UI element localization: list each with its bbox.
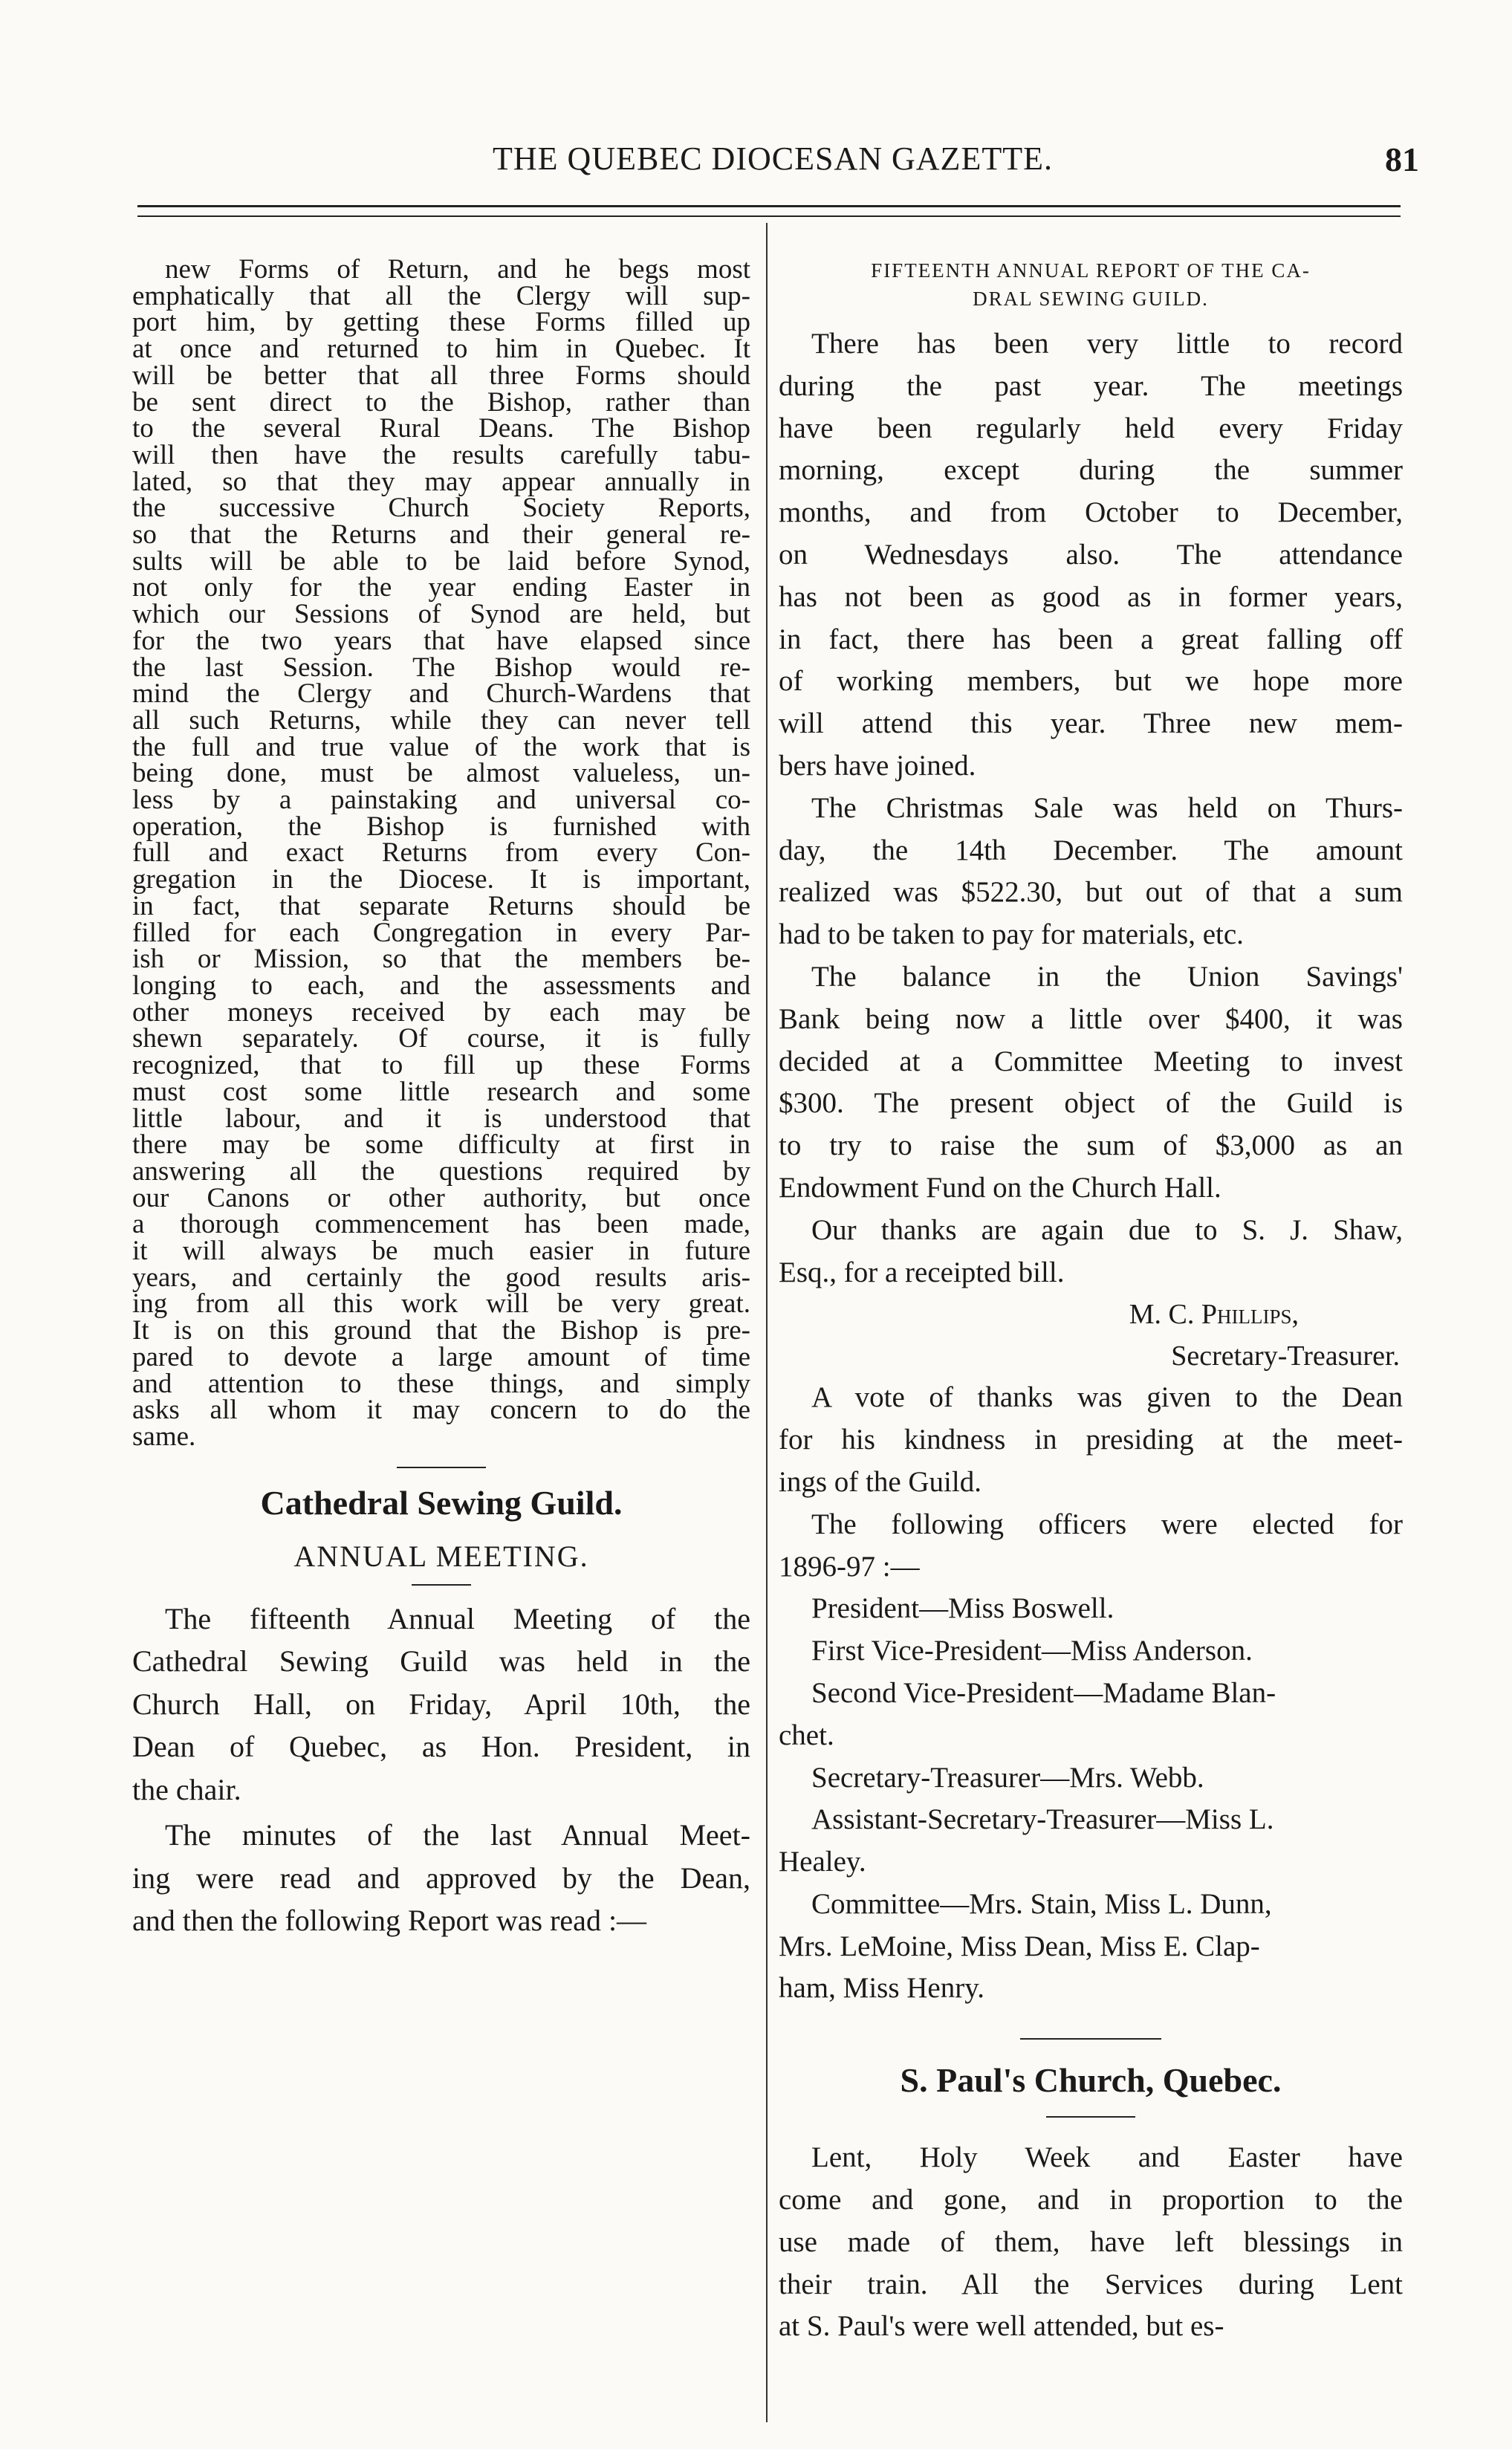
text-line: the chair. <box>132 1772 241 1806</box>
text-line: a thorough commencement has been made, <box>132 1209 750 1240</box>
text-line: asks all whom it may concern to do the <box>132 1395 750 1426</box>
text-line: which our Sessions of Synod are held, but <box>132 599 750 630</box>
text-line: in fact, there has been a great falling off <box>779 623 1403 655</box>
text-line: The following officers were elected for <box>811 1508 1403 1540</box>
officers-intro-paragraph <box>779 1504 1403 1589</box>
page-header <box>126 140 1419 184</box>
text-line: pared to devote a large amount of time <box>132 1341 750 1372</box>
text-line: Esq., for a receipted bill. <box>779 1256 1065 1288</box>
text-line: the successive Church Society Reports, <box>132 493 750 524</box>
signature-title: Secretary-Treasurer. <box>1171 1340 1400 1372</box>
text-line: have been regularly held every Friday <box>779 412 1403 444</box>
text-line: emphatically that all the Clergy will sup- <box>132 280 750 311</box>
text-line: A vote of thanks was given to the Dean <box>811 1381 1403 1414</box>
signature-name: M. C. Phillips, <box>1129 1299 1299 1331</box>
report-paragraph-thanks <box>779 1210 1403 1294</box>
text-line: filled for each Congregation in every Par- <box>132 917 750 948</box>
officer-line: chet. <box>779 1719 834 1751</box>
officer-line: Assistant-Secretary-Treasurer—Miss L. <box>811 1803 1274 1836</box>
column-divider <box>766 223 768 2422</box>
text-line: Our thanks are again due to S. J. Shaw, <box>811 1213 1403 1246</box>
officer-line: Secretary-Treasurer—Mrs. Webb. <box>811 1761 1204 1794</box>
text-line: Church Hall, on Friday, April 10th, the <box>132 1687 750 1721</box>
header-rule-bottom <box>137 215 1401 217</box>
text-line: mind the Clergy and Church-Wardens that <box>132 678 750 710</box>
text-line: Lent, Holy Week and Easter have <box>811 2141 1403 2174</box>
text-line: years, and certainly the good results aris- <box>132 1262 750 1293</box>
text-line: and then the following Report was read :— <box>132 1904 647 1938</box>
text-line: lated, so that they may appear annually in <box>132 466 750 497</box>
text-line: little labour, and it is understood that <box>132 1103 750 1134</box>
report-paragraph-balance <box>779 956 1403 1210</box>
page-number: 81 <box>1385 140 1419 178</box>
text-line: full and exact Returns from every Con- <box>132 837 750 869</box>
text-line: the full and true value of the work that is <box>132 731 750 762</box>
officer-line: First Vice-President—Miss Anderson. <box>811 1635 1253 1667</box>
officers-list <box>779 1588 1403 2010</box>
report-paragraph-meetings <box>779 323 1403 788</box>
text-line: so that the Returns and their general re- <box>132 519 750 551</box>
text-line: new Forms of Return, and he begs most <box>165 254 750 285</box>
heading-divider <box>1046 2116 1135 2118</box>
text-line: ish or Mission, so that the members be- <box>132 944 750 975</box>
annual-meeting-subheading: ANNUAL MEETING. <box>293 1539 589 1573</box>
text-line: same. <box>132 1421 196 1452</box>
text-line: other moneys received by each may be <box>132 996 750 1028</box>
officer-line: Committee—Mrs. Stain, Miss L. Dunn, <box>811 1887 1272 1920</box>
report-heading-line-2: DRAL SEWING GUILD. <box>973 288 1209 310</box>
text-line: months, and from October to December, <box>779 496 1403 529</box>
text-line: Bank being now a little over $400, it was <box>779 1002 1403 1035</box>
publication-title: THE QUEBEC DIOCESAN GAZETTE. <box>493 140 1053 177</box>
text-line: recognized, that to fill up these Forms <box>132 1050 750 1081</box>
text-line: gregation in the Diocese. It is important, <box>132 864 750 895</box>
text-line: The minutes of the last Annual Meet- <box>165 1818 750 1852</box>
left-column <box>132 256 750 1942</box>
text-line: their train. All the Services during Lent <box>779 2268 1403 2300</box>
vote-of-thanks-paragraph <box>779 1377 1403 1503</box>
text-line: to the several Rural Deans. The Bishop <box>132 413 750 444</box>
minutes-paragraph <box>132 1814 750 1942</box>
header-rule-top <box>137 205 1401 207</box>
text-line: will then have the results carefully tabu- <box>132 439 750 470</box>
text-line: the last Session. The Bishop would re- <box>132 652 750 683</box>
text-line: in fact, that separate Returns should be <box>132 890 750 921</box>
text-line: our Canons or other authority, but once <box>132 1182 750 1213</box>
officer-line: Healey. <box>779 1846 866 1878</box>
text-line: for the two years that have elapsed since <box>132 625 750 656</box>
text-line: port him, by getting these Forms filled up <box>132 307 750 338</box>
text-line: Cathedral Sewing Guild was held in the <box>132 1644 750 1678</box>
officer-line: ham, Miss Henry. <box>779 1972 984 2005</box>
report-heading <box>779 256 1403 313</box>
officer-line: Mrs. LeMoine, Miss Dean, Miss E. Clap- <box>779 1930 1260 1962</box>
report-heading-line-1: FIFTEENTH ANNUAL REPORT OF THE CA- <box>871 259 1311 282</box>
text-line: ing from all this work will be very great. <box>132 1288 750 1320</box>
meeting-paragraph <box>132 1597 750 1811</box>
text-line: decided at a Committee Meeting to invest <box>779 1045 1403 1077</box>
text-line: It is on this ground that the Bishop is pre- <box>132 1315 750 1346</box>
officer-line: President—Miss Boswell. <box>811 1592 1114 1625</box>
st-pauls-church-heading: S. Paul's Church, Quebec. <box>900 2061 1282 2100</box>
text-line: it will always be much easier in future <box>132 1236 750 1267</box>
text-line: use made of them, have left blessings in <box>779 2225 1403 2258</box>
text-line: to try to raise the sum of $3,000 as an <box>779 1129 1403 1162</box>
text-line: will attend this year. Three new mem- <box>779 707 1403 740</box>
text-line: has not been as good as in former years, <box>779 580 1403 613</box>
right-column <box>779 256 1403 2348</box>
st-pauls-paragraph <box>779 2137 1403 2348</box>
text-line: be sent direct to the Bishop, rather than <box>132 386 750 418</box>
text-line: less by a painstaking and universal co- <box>132 785 750 816</box>
text-line: shewn separately. Of course, it is fully <box>132 1023 750 1054</box>
text-line: for his kindness in presiding at the meet- <box>779 1424 1403 1456</box>
text-line: at once and returned to him in Quebec. It <box>132 334 750 365</box>
text-line: The Christmas Sale was held on Thurs- <box>811 791 1403 824</box>
officer-line: Second Vice-President—Madame Blan- <box>811 1676 1276 1709</box>
text-line: all such Returns, while they can never tell <box>132 704 750 736</box>
text-line: realized was $522.30, but out of that a sum <box>779 876 1403 909</box>
text-line: had to be taken to pay for materials, etc. <box>779 918 1244 951</box>
cathedral-sewing-guild-heading: Cathedral Sewing Guild. <box>260 1483 623 1522</box>
text-line: and attention to these things, and simply <box>132 1368 750 1399</box>
text-line: sults will be able to be laid before Synod, <box>132 545 750 577</box>
section-divider <box>397 1467 486 1468</box>
text-line: not only for the year ending Easter in <box>132 572 750 603</box>
text-line: being done, must be almost valueless, un- <box>132 758 750 789</box>
text-line: on Wednesdays also. The attendance <box>779 538 1403 571</box>
text-line: ings of the Guild. <box>779 1465 981 1498</box>
bishop-returns-paragraph <box>132 256 750 1450</box>
text-line: The fifteenth Annual Meeting of the <box>165 1601 750 1635</box>
text-line: Endowment Fund on the Church Hall. <box>779 1171 1221 1204</box>
subheading-divider <box>412 1584 471 1586</box>
text-line: answering all the questions required by <box>132 1155 750 1187</box>
text-line: ing were read and approved by the Dean, <box>132 1861 750 1895</box>
text-line: day, the 14th December. The amount <box>779 834 1403 866</box>
text-line: will be better that all three Forms should <box>132 360 750 391</box>
report-paragraph-sale <box>779 788 1403 956</box>
section-divider <box>1020 2038 1161 2040</box>
text-line: during the past year. The meetings <box>779 369 1403 402</box>
text-line: at S. Paul's were well attended, but es- <box>779 2310 1224 2343</box>
text-line: of working members, but we hope more <box>779 665 1403 698</box>
text-line: come and gone, and in proportion to the <box>779 2184 1403 2216</box>
text-line: must cost some little research and some <box>132 1076 750 1107</box>
text-line: morning, except during the summer <box>779 454 1403 487</box>
text-line: There has been very little to record <box>811 328 1403 360</box>
text-line: 1896-97 :— <box>779 1550 920 1583</box>
text-line: there may be some difficulty at first in <box>132 1129 750 1161</box>
text-line: $300. The present object of the Guild is <box>779 1087 1403 1120</box>
text-line: The balance in the Union Savings' <box>811 960 1403 993</box>
text-line: bers have joined. <box>779 749 976 782</box>
text-line: operation, the Bishop is furnished with <box>132 811 750 842</box>
text-line: Dean of Quebec, as Hon. President, in <box>132 1730 750 1764</box>
text-line: longing to each, and the assessments and <box>132 970 750 1001</box>
